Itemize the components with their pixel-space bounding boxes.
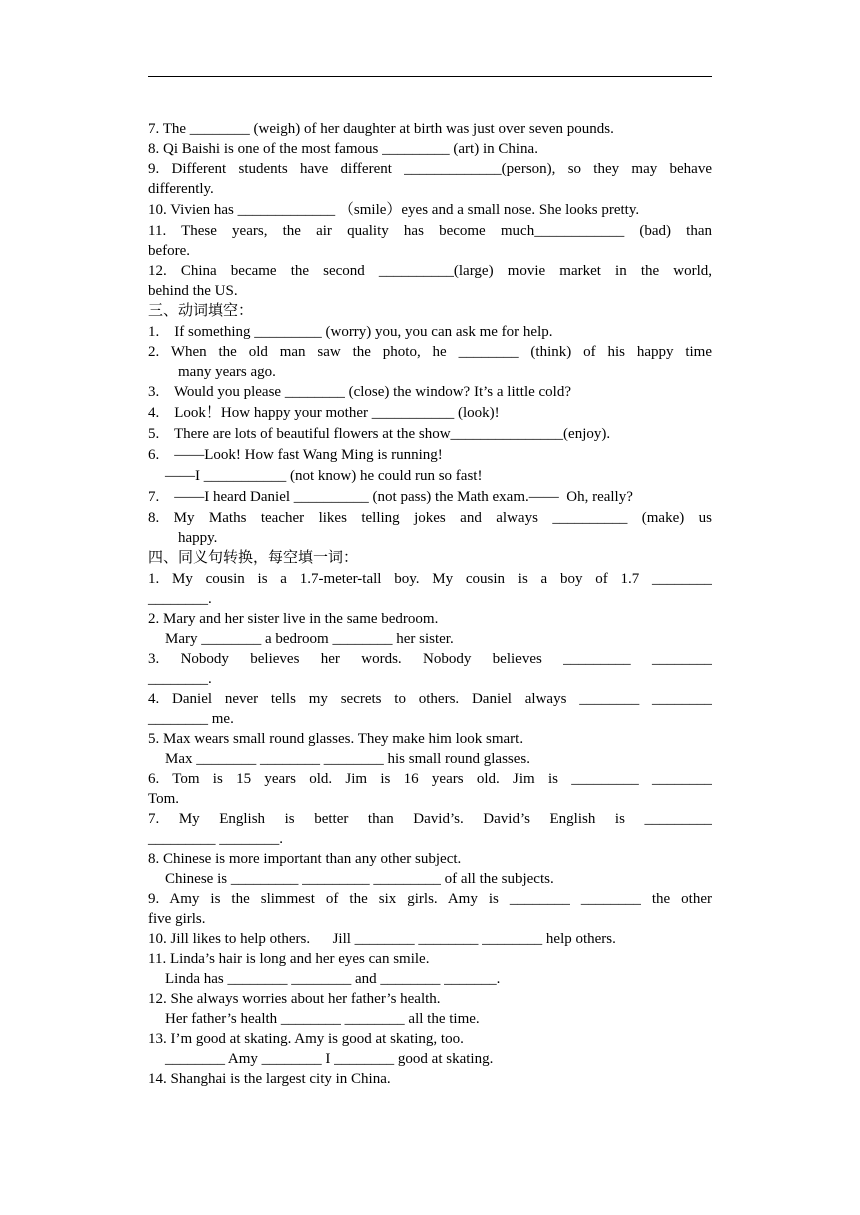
question-line: 2. When the old man saw the photo, he ________ (think) of his happy time bbox=[148, 344, 712, 360]
question-line: 3. Nobody believes her words. Nobody believes _________ ________ bbox=[148, 651, 712, 667]
text-line: 12. China became the second __________(large) movie market in the world, bbox=[148, 263, 712, 279]
question-line: 11. Linda’s hair is long and her eyes can smile. bbox=[148, 951, 430, 967]
text-line: 7. The ________ (weigh) of her daughter at birth was just over seven pounds. bbox=[148, 121, 614, 137]
text-line: 10. Vivien has _____________ （smile）eyes and a small nose. She looks pretty. bbox=[148, 202, 640, 218]
text-line: ________. bbox=[148, 591, 212, 607]
text-line: ________ me. bbox=[148, 711, 234, 727]
text-line: Linda has ________ ________ and ________ _______. bbox=[165, 971, 501, 987]
text-line: many years ago. bbox=[178, 364, 276, 380]
text-line: 9. Different students have different _____________(person), so they may behave bbox=[148, 161, 712, 177]
question-line: 8. Chinese is more important than any other subject. bbox=[148, 851, 462, 867]
text-line: Her father’s health ________ ________ all the time. bbox=[165, 1011, 480, 1027]
question-line: 9. Amy is the slimmest of the six girls. Amy is ________ ________ the other bbox=[148, 891, 712, 907]
question-line: 12. She always worries about her father’s health. bbox=[148, 991, 441, 1007]
question-line: 4. Look！How happy your mother ___________ (look)! bbox=[148, 405, 500, 421]
question-line: 5. Max wears small round glasses. They make him look smart. bbox=[148, 731, 524, 747]
text-line: ________ Amy ________ I ________ good at skating. bbox=[165, 1051, 494, 1067]
text-line: ________. bbox=[148, 671, 212, 687]
text-line: behind the US. bbox=[148, 283, 238, 299]
text-line: 8. Qi Baishi is one of the most famous _________ (art) in China. bbox=[148, 141, 538, 157]
text-line: Tom. bbox=[148, 791, 180, 807]
text-line: Mary ________ a bedroom ________ her sister. bbox=[165, 631, 454, 647]
text-line: differently. bbox=[148, 181, 214, 197]
question-line: 5. There are lots of beautiful flowers at the show_______________(enjoy). bbox=[148, 426, 611, 442]
text-line: Chinese is _________ _________ _________ of all the subjects. bbox=[165, 871, 554, 887]
question-line: 14. Shanghai is the largest city in China. bbox=[148, 1071, 391, 1087]
question-line: 7. My English is better than David’s. David’s English is _________ bbox=[148, 811, 712, 827]
text-line: five girls. bbox=[148, 911, 206, 927]
question-line: 4. Daniel never tells my secrets to others. Daniel always ________ ________ bbox=[148, 691, 712, 707]
question-line: 3. Would you please ________ (close) the window? It’s a little cold? bbox=[148, 384, 572, 400]
text-line: ——I ___________ (not know) he could run so fast! bbox=[165, 468, 483, 484]
question-line: 6. ——Look! How fast Wang Ming is running! bbox=[148, 447, 443, 463]
text-line: 11. These years, the air quality has become much____________ (bad) than bbox=[148, 223, 712, 239]
worksheet-body bbox=[148, 119, 712, 1089]
question-line: 10. Jill likes to help others. Jill ________ ________ ________ help others. bbox=[148, 931, 616, 947]
question-line: 1. My cousin is a 1.7-meter-tall boy. My cousin is a boy of 1.7 ________ bbox=[148, 571, 712, 587]
question-line: 7. ——I heard Daniel __________ (not pass) the Math exam.—— Oh, really? bbox=[148, 489, 633, 505]
text-line: Max ________ ________ ________ his small round glasses. bbox=[165, 751, 530, 767]
section-heading: 四、同义句转换，每空填一词： bbox=[148, 550, 359, 566]
question-line: 2. Mary and her sister live in the same bedroom. bbox=[148, 611, 439, 627]
question-line: 13. I’m good at skating. Amy is good at skating, too. bbox=[148, 1031, 464, 1047]
question-line: 6. Tom is 15 years old. Jim is 16 years old. Jim is _________ ________ bbox=[148, 771, 712, 787]
text-line: happy. bbox=[178, 530, 218, 546]
question-line: 8. My Maths teacher likes telling jokes and always __________ (make) us bbox=[148, 510, 712, 526]
question-line: 1. If something _________ (worry) you, you can ask me for help. bbox=[148, 324, 553, 340]
text-line: before. bbox=[148, 243, 191, 259]
section-heading: 三、动词填空： bbox=[148, 303, 254, 319]
text-line: _________ ________. bbox=[148, 831, 283, 847]
header-rule bbox=[148, 76, 712, 77]
